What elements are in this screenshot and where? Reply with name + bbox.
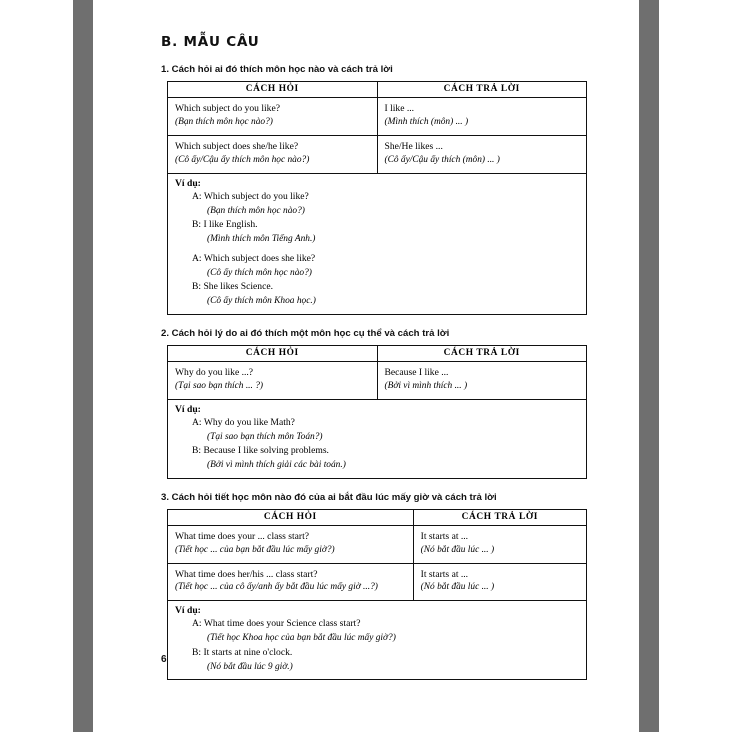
page-content	[161, 34, 601, 693]
page-number: 6	[161, 654, 167, 665]
column-header-answer: CÁCH TRẢ LỜI	[413, 510, 586, 526]
scan-edge-bar-right	[639, 0, 659, 732]
answer-text-en: Because I like ...	[384, 367, 449, 378]
example-line-en: B: She likes Science.	[192, 281, 273, 293]
ask-cell	[168, 136, 378, 174]
example-line-vi: (Cô ấy thích môn học nào?)	[207, 267, 312, 278]
example-label: Ví dụ:	[175, 605, 201, 617]
example-line-en: A: Why do you like Math?	[192, 416, 295, 428]
example-cell	[168, 399, 587, 478]
column-header-ask: CÁCH HỎI	[168, 82, 378, 98]
answer-text-en: I like ...	[384, 103, 415, 115]
answer-text-vi: (Nó bắt đầu lúc ... )	[420, 582, 495, 593]
ask-text-vi: (Tiết học ... của cô ấy/anh ấy bắt đầu lúc mấy giờ ...?)	[175, 582, 378, 593]
pattern-table-1	[167, 81, 587, 314]
answer-text-vi: (Nó bắt đầu lúc ... )	[420, 544, 495, 555]
answer-text-en: She/He likes ...	[384, 141, 443, 152]
scan-edge-bar-left	[73, 0, 93, 732]
example-line-en: A: Which subject does she like?	[192, 252, 316, 264]
table-header-row	[168, 82, 587, 98]
answer-text-vi: (Bởi vì mình thích ... )	[384, 380, 468, 391]
example-line-vi: (Cô ấy thích môn Khoa học.)	[207, 296, 316, 307]
table-header-row	[168, 510, 587, 526]
answer-cell	[413, 526, 586, 564]
pattern-table-3	[167, 509, 587, 680]
table-row	[168, 98, 587, 136]
page-title: B. MẪU CÂU	[161, 34, 260, 50]
pattern-table-2	[167, 345, 587, 479]
example-line-vi: (Mình thích môn Tiếng Anh.)	[207, 234, 316, 245]
page-sheet	[93, 0, 639, 732]
example-line-vi: (Nó bắt đầu lúc 9 giờ.)	[207, 661, 293, 672]
answer-text-en: It starts at ...	[420, 531, 469, 542]
example-line-en: A: Which subject do you like?	[192, 190, 309, 202]
example-line-vi: (Tại sao bạn thích môn Toán?)	[207, 431, 323, 442]
subsection-heading-3: 3. Cách hỏi tiết học môn nào đó của ai bắt đầu lúc mấy giờ và cách trả lời	[161, 491, 497, 503]
ask-text-vi: (Bạn thích môn học nào?)	[175, 117, 273, 128]
example-row	[168, 399, 587, 478]
answer-text-vi: (Cô ấy/Cậu ấy thích (môn) ... )	[384, 154, 500, 165]
answer-text-vi: (Mình thích (môn) ... )	[384, 117, 469, 128]
ask-text-vi: (Tại sao bạn thích ... ?)	[175, 380, 264, 391]
subsection-heading-1: 1. Cách hỏi ai đó thích môn học nào và cách trả lời	[161, 64, 393, 75]
example-row	[168, 173, 587, 314]
table-row	[168, 563, 587, 601]
ask-text-vi: (Tiết học ... của bạn bắt đầu lúc mấy giờ?)	[175, 544, 335, 555]
ask-cell	[168, 526, 414, 564]
ask-text-en: What time does her/his ... class start?	[175, 568, 318, 580]
example-cell	[168, 601, 587, 680]
table-row	[168, 362, 587, 400]
ask-text-vi: (Cô ấy/Cậu ấy thích môn học nào?)	[175, 154, 310, 165]
column-header-ask: CÁCH HỎI	[168, 510, 414, 526]
column-header-answer: CÁCH TRẢ LỜI	[377, 346, 587, 362]
example-label: Ví dụ:	[175, 177, 201, 189]
example-block	[192, 416, 579, 473]
ask-text-en: Why do you like ...?	[175, 367, 254, 378]
column-header-ask: CÁCH HỎI	[168, 346, 378, 362]
table-row	[168, 526, 587, 564]
ask-text-en: Which subject do you like?	[175, 103, 280, 115]
example-block	[192, 617, 579, 674]
ask-cell	[168, 563, 414, 601]
answer-cell	[377, 98, 587, 136]
answer-cell	[377, 362, 587, 400]
ask-text-en: Which subject does she/he like?	[175, 141, 299, 152]
answer-text-en: It starts at ...	[420, 568, 469, 580]
table-row	[168, 136, 587, 174]
example-line-en: A: What time does your Science class start?	[192, 618, 361, 630]
example-line-en: B: It starts at nine o'clock.	[192, 646, 293, 658]
example-line-en: B: Because I like solving problems.	[192, 445, 329, 457]
example-line-vi: (Bạn thích môn học nào?)	[207, 205, 305, 216]
example-block	[192, 190, 579, 309]
example-label: Ví dụ:	[175, 403, 201, 415]
example-line-en: B: I like English.	[192, 219, 258, 231]
subsection-heading-2: 2. Cách hỏi lý do ai đó thích một môn học cụ thể và cách trả lời	[161, 327, 450, 339]
ask-cell	[168, 98, 378, 136]
answer-cell	[413, 563, 586, 601]
column-header-answer: CÁCH TRẢ LỜI	[377, 82, 587, 98]
example-cell	[168, 173, 587, 314]
ask-text-en: What time does your ... class start?	[175, 531, 310, 542]
example-line-vi: (Bởi vì mình thích giải các bài toán.)	[207, 460, 346, 471]
answer-cell	[377, 136, 587, 174]
table-header-row	[168, 346, 587, 362]
example-row	[168, 601, 587, 680]
ask-cell	[168, 362, 378, 400]
example-line-vi: (Tiết học Khoa học của bạn bắt đầu lúc mấy giờ?)	[207, 633, 396, 644]
